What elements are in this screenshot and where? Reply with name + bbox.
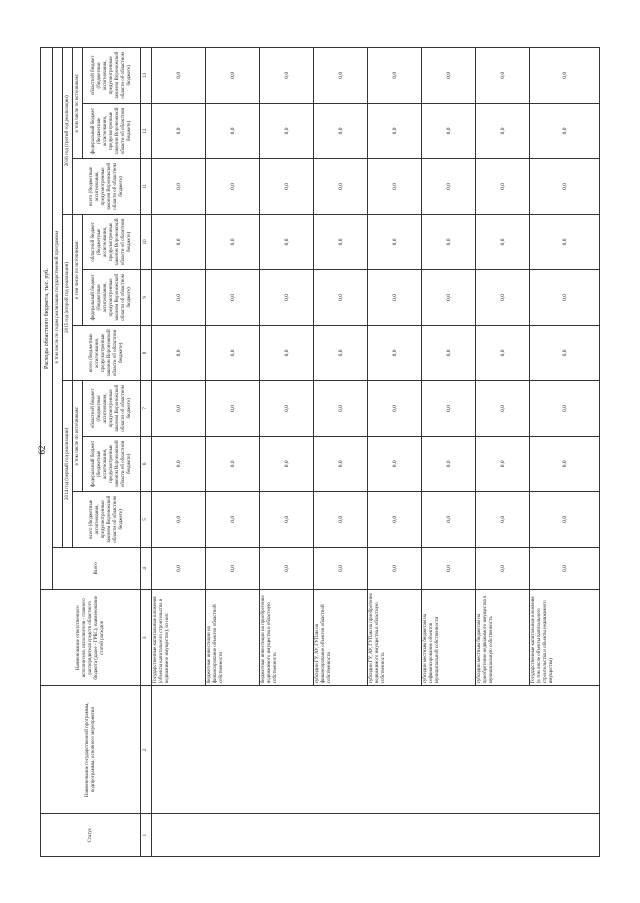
column-number: 8: [141, 325, 152, 380]
expense-item-name: Государственные капитальные вложения (объекты капитального строительства и недвижимое имущество), из них:: [152, 590, 206, 686]
y2-regional-header: областной бюджет (бюджетные ассигнования, предусмотренные законом Воронежской области об областном бюджете): [83, 214, 141, 269]
executor-header: Наименование ответственного исполнителя, исполнителя - главного распорядителя средств областного бюджета (далее - ГРБС), наименование статей расходов: [41, 590, 141, 686]
column-number: 5: [141, 492, 152, 547]
value-cell: 0,0: [530, 270, 600, 325]
value-cell: 0,0: [530, 436, 600, 491]
expense-item-name: бюджетные инвестиции на финансирование объектов областной собственности: [206, 590, 260, 686]
value-cell: 0,0: [314, 103, 368, 158]
value-cell: 0,0: [368, 492, 422, 547]
year-3-header: 2016 год (третий год реализации): [63, 48, 73, 215]
value-cell: 0,0: [422, 381, 476, 436]
y1-sources-header: в том числе по источникам:: [73, 381, 83, 492]
value-cell: 0,0: [530, 48, 600, 104]
value-cell: 0,0: [206, 103, 260, 158]
expense-item-name: Государственные капитальные вложения (в том числе объекты капитального строительства и объекты недвижимого имущества): [530, 590, 600, 686]
value-cell: 0,0: [206, 214, 260, 269]
value-cell: 0,0: [422, 48, 476, 104]
value-cell: 0,0: [368, 270, 422, 325]
value-cell: 0,0: [368, 436, 422, 491]
value-cell: 0,0: [260, 436, 314, 491]
value-cell: 0,0: [422, 436, 476, 491]
y1-all-header: всего (бюджетные ассигнования, предусмотренные законом Воронежской области об областном бюджете): [73, 492, 141, 547]
value-cell: 0,0: [152, 547, 206, 590]
value-cell: 0,0: [368, 547, 422, 590]
value-cell: 0,0: [314, 492, 368, 547]
value-cell: 0,0: [476, 325, 530, 380]
value-cell: 0,0: [260, 381, 314, 436]
value-cell: 0,0: [206, 436, 260, 491]
value-cell: 0,0: [314, 48, 368, 104]
value-cell: 0,0: [260, 214, 314, 269]
value-cell: 0,0: [476, 103, 530, 158]
value-cell: 0,0: [476, 159, 530, 214]
expense-item-name: бюджетные инвестиции на приобретение недвижимого имущества в областную собственность: [260, 590, 314, 686]
value-cell: 0,0: [368, 325, 422, 380]
value-cell: 0,0: [152, 381, 206, 436]
value-cell: 0,0: [314, 159, 368, 214]
value-cell: 0,0: [476, 48, 530, 104]
value-cell: 0,0: [260, 103, 314, 158]
value-cell: 0,0: [530, 103, 600, 158]
column-number: 12: [141, 103, 152, 158]
value-cell: 0,0: [476, 270, 530, 325]
column-number: 13: [141, 48, 152, 104]
y2-federal-header: федеральный бюджет (бюджетные ассигнования, предусмотренные законом Воронежской области об областном бюджете): [83, 270, 141, 325]
value-cell: 0,0: [530, 547, 600, 590]
expense-item-name: субсидии ГУ, АУ, ГУПам на финансирование объектов областной собственности: [314, 590, 368, 686]
column-number: 7: [141, 381, 152, 436]
y3-federal-header: федеральный бюджет (бюджетные ассигнования, предусмотренные законом Воронежской области об областном бюджете): [83, 103, 141, 158]
expenses-subtitle: в том числе по годам реализации государственной программы: [53, 48, 63, 548]
value-cell: 0,0: [314, 436, 368, 491]
column-number: 6: [141, 436, 152, 491]
year-1-header: 2014 год (первый год реализации): [63, 381, 73, 547]
value-cell: 0,0: [260, 270, 314, 325]
column-number: 1: [141, 814, 152, 857]
value-cell: 0,0: [152, 325, 206, 380]
expense-item-name: субсидии ГУ, АУ, ГУПам на приобретение недвижимого имущества в областную собственность: [368, 590, 422, 686]
column-number: 10: [141, 214, 152, 269]
column-number: 11: [141, 159, 152, 214]
value-cell: 0,0: [314, 547, 368, 590]
budget-table-rotated: [40, 47, 600, 857]
value-cell: 0,0: [368, 159, 422, 214]
column-number: 4: [141, 547, 152, 590]
value-cell: 0,0: [368, 48, 422, 104]
value-cell: 0,0: [152, 270, 206, 325]
value-cell: 0,0: [206, 547, 260, 590]
value-cell: 0,0: [368, 103, 422, 158]
value-cell: 0,0: [476, 547, 530, 590]
status-header: Статус: [41, 814, 141, 857]
column-number: 3: [141, 590, 152, 686]
value-cell: 0,0: [422, 270, 476, 325]
value-cell: 0,0: [206, 325, 260, 380]
value-cell: 0,0: [530, 381, 600, 436]
y2-sources-header: в том числе по источникам:: [73, 214, 83, 325]
expense-item-name: субсидии местным бюджетам на софинансирование объектов муниципальной собственности: [422, 590, 476, 686]
status-cell: [152, 814, 600, 857]
value-cell: 0,0: [314, 325, 368, 380]
value-cell: 0,0: [422, 159, 476, 214]
y3-regional-header: областной бюджет (бюджетные ассигнования, предусмотренные законом Воронежской области об областном бюджете): [83, 48, 141, 104]
value-cell: 0,0: [152, 436, 206, 491]
value-cell: 0,0: [476, 381, 530, 436]
program-name-cell: [152, 686, 600, 814]
value-cell: 0,0: [152, 103, 206, 158]
value-cell: 0,0: [260, 48, 314, 104]
value-cell: 0,0: [530, 159, 600, 214]
value-cell: 0,0: [152, 214, 206, 269]
value-cell: 0,0: [422, 103, 476, 158]
value-cell: 0,0: [422, 547, 476, 590]
value-cell: 0,0: [260, 492, 314, 547]
table-row: [152, 48, 206, 857]
y3-all-header: всего (бюджетные ассигнования, предусмотренные законом Воронежской области об областном бюджете): [73, 159, 141, 214]
value-cell: 0,0: [206, 270, 260, 325]
value-cell: 0,0: [152, 159, 206, 214]
y2-all-header: всего (бюджетные ассигнования, предусмотренные законом Воронежской области об областном бюджете): [73, 325, 141, 380]
value-cell: 0,0: [476, 492, 530, 547]
expense-item-name: субсидии местным бюджетам на приобретение недвижимого имущества в муниципальную собственность: [476, 590, 530, 686]
value-cell: 0,0: [368, 381, 422, 436]
value-cell: 0,0: [422, 492, 476, 547]
value-cell: 0,0: [206, 48, 260, 104]
budget-table: [40, 47, 600, 857]
value-cell: 0,0: [530, 325, 600, 380]
value-cell: 0,0: [260, 159, 314, 214]
value-cell: 0,0: [530, 214, 600, 269]
value-cell: 0,0: [152, 48, 206, 104]
y3-sources-header: в том числе по источникам:: [73, 48, 83, 159]
value-cell: 0,0: [476, 214, 530, 269]
program-name-header: Наименование государственной программы, подпрограммы, основного мероприятия: [41, 686, 141, 814]
value-cell: 0,0: [314, 270, 368, 325]
value-cell: 0,0: [422, 214, 476, 269]
total-header: Всего: [53, 547, 141, 590]
column-number: 9: [141, 270, 152, 325]
value-cell: 0,0: [314, 214, 368, 269]
value-cell: 0,0: [314, 381, 368, 436]
value-cell: 0,0: [206, 492, 260, 547]
value-cell: 0,0: [206, 159, 260, 214]
page-number: 62: [37, 445, 47, 455]
value-cell: 0,0: [530, 492, 600, 547]
value-cell: 0,0: [260, 547, 314, 590]
expenses-title: Расходы областного бюджета, тыс. руб.: [41, 48, 53, 590]
value-cell: 0,0: [368, 214, 422, 269]
value-cell: 0,0: [206, 381, 260, 436]
year-2-header: 2015 год (второй год реализации): [63, 214, 73, 380]
y1-regional-header: областной бюджет (бюджетные ассигнования, предусмотренные законом Воронежской области об областном бюджете): [83, 381, 141, 436]
column-number: 2: [141, 686, 152, 814]
value-cell: 0,0: [260, 325, 314, 380]
table-body: [152, 48, 600, 857]
value-cell: 0,0: [476, 436, 530, 491]
y1-federal-header: федеральный бюджет (бюджетные ассигнования, предусмотренные законом Воронежской области об областном бюджете): [83, 436, 141, 491]
value-cell: 0,0: [422, 325, 476, 380]
value-cell: 0,0: [152, 492, 206, 547]
